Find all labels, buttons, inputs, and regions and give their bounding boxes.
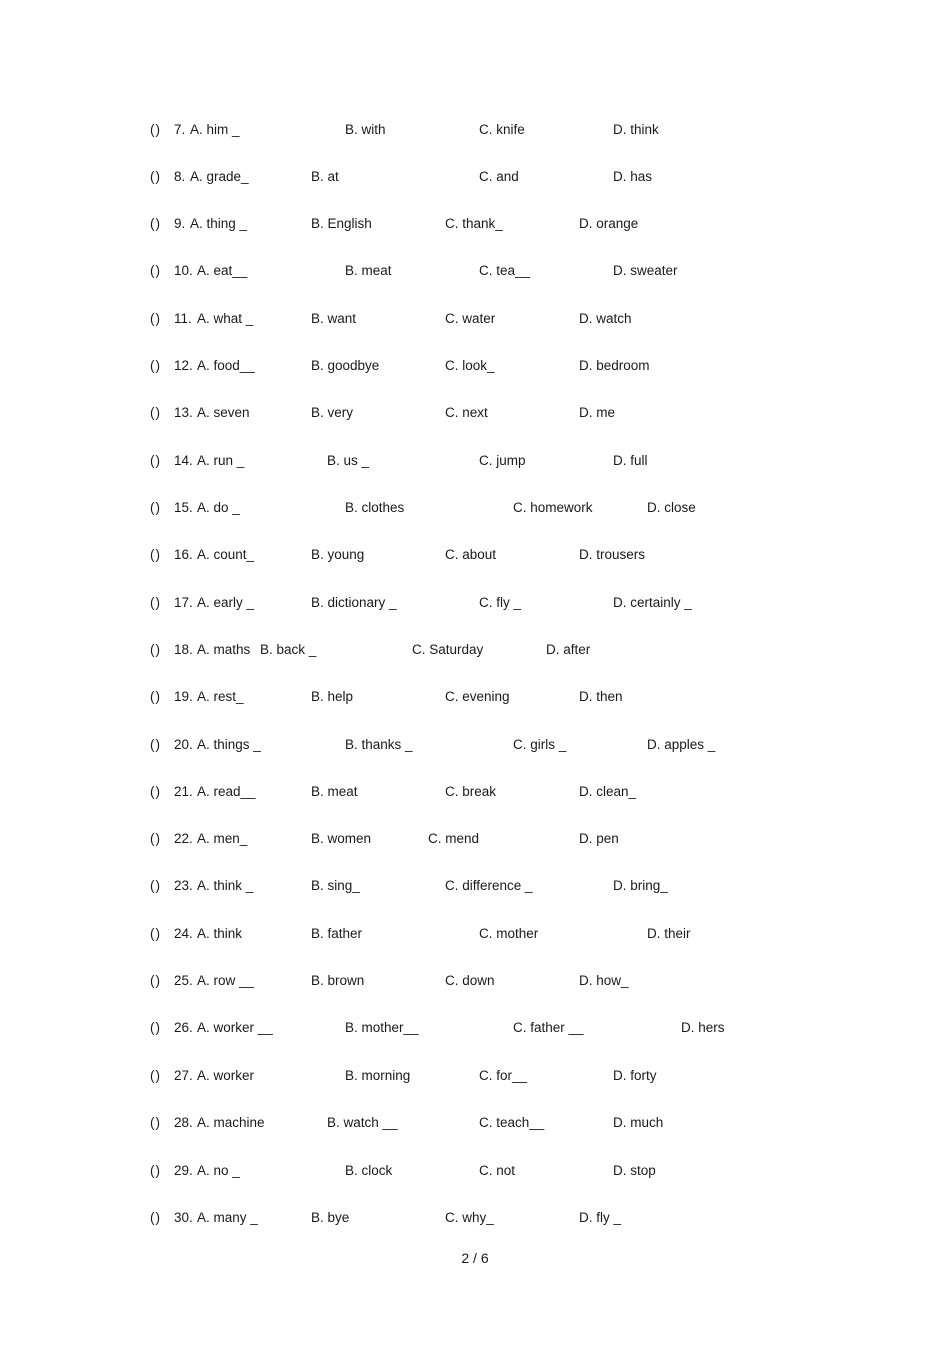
answer-paren: () <box>150 500 161 515</box>
option-c: C. thank_ <box>445 216 503 231</box>
question-number: 17. <box>174 595 193 610</box>
answer-paren: () <box>150 642 161 657</box>
option-c: C. why_ <box>445 1210 494 1225</box>
option-d: D. bring_ <box>613 878 668 893</box>
answer-paren: () <box>150 689 161 704</box>
answer-paren: () <box>150 216 161 231</box>
answer-paren: () <box>150 784 161 799</box>
question-number: 18. <box>174 642 193 657</box>
option-a: A. count_ <box>197 547 255 562</box>
option-d: D. bedroom <box>579 358 650 373</box>
option-c: C. girls _ <box>513 737 567 752</box>
option-d: D. after <box>546 642 591 657</box>
option-d: D. then <box>579 689 623 704</box>
answer-paren: () <box>150 1020 161 1035</box>
option-d: D. has <box>613 169 653 184</box>
question-number: 11. <box>174 311 192 326</box>
option-c: C. mend <box>428 831 480 846</box>
option-d: D. close <box>647 500 696 515</box>
answer-paren: () <box>150 1115 161 1130</box>
option-d: D. much <box>613 1115 664 1130</box>
option-b: B. watch __ <box>327 1115 398 1130</box>
answer-paren: () <box>150 737 161 752</box>
answer-paren: () <box>150 453 161 468</box>
option-a: A. what _ <box>197 311 254 326</box>
option-d: D. forty <box>613 1068 657 1083</box>
option-c: C. father __ <box>513 1020 584 1035</box>
option-b: B. thanks _ <box>345 737 413 752</box>
question-number: 20. <box>174 737 193 752</box>
option-b: B. us _ <box>327 453 370 468</box>
option-c: C. teach__ <box>479 1115 545 1130</box>
option-a: A. many _ <box>197 1210 258 1225</box>
option-b: B. brown <box>311 973 365 988</box>
answer-paren: () <box>150 263 161 278</box>
option-d: D. me <box>579 405 616 420</box>
option-b: B. mother__ <box>345 1020 419 1035</box>
option-a: A. think _ <box>197 878 254 893</box>
option-a: A. think <box>197 926 243 941</box>
option-a: A. maths <box>197 642 251 657</box>
option-d: D. think <box>613 122 659 137</box>
option-b: B. sing_ <box>311 878 360 893</box>
question-number: 23. <box>174 878 193 893</box>
answer-paren: () <box>150 311 161 326</box>
question-number: 13. <box>174 405 193 420</box>
answer-paren: () <box>150 358 161 373</box>
question-number: 9. <box>174 216 186 231</box>
option-d: D. watch <box>579 311 632 326</box>
question-number: 27. <box>174 1068 193 1083</box>
answer-paren: () <box>150 926 161 941</box>
option-a: A. worker __ <box>197 1020 273 1035</box>
option-d: D. their <box>647 926 691 941</box>
question-number: 24. <box>174 926 193 941</box>
option-d: D. fly _ <box>579 1210 622 1225</box>
option-c: C. and <box>479 169 519 184</box>
option-a: A. read__ <box>197 784 256 799</box>
option-a: A. machine <box>197 1115 265 1130</box>
option-c: C. fly _ <box>479 595 522 610</box>
option-c: C. next <box>445 405 488 420</box>
question-number: 7. <box>174 122 186 137</box>
option-b: B. goodbye <box>311 358 380 373</box>
question-number: 28. <box>174 1115 193 1130</box>
option-c: C. difference _ <box>445 878 533 893</box>
option-a: A. grade_ <box>190 169 249 184</box>
option-a: A. food__ <box>197 358 255 373</box>
answer-paren: () <box>150 405 161 420</box>
option-b: B. meat <box>311 784 358 799</box>
option-d: D. certainly _ <box>613 595 692 610</box>
option-d: D. hers <box>681 1020 725 1035</box>
option-a: A. men_ <box>197 831 248 846</box>
option-b: B. morning <box>345 1068 411 1083</box>
option-b: B. clothes <box>345 500 405 515</box>
option-b: B. English <box>311 216 372 231</box>
question-number: 8. <box>174 169 186 184</box>
answer-paren: () <box>150 831 161 846</box>
option-a: A. worker <box>197 1068 255 1083</box>
answer-paren: () <box>150 169 161 184</box>
option-d: D. sweater <box>613 263 678 278</box>
option-d: D. pen <box>579 831 619 846</box>
question-number: 29. <box>174 1163 193 1178</box>
question-number: 30. <box>174 1210 193 1225</box>
option-d: D. orange <box>579 216 639 231</box>
option-c: C. look_ <box>445 358 495 373</box>
answer-paren: () <box>150 1163 161 1178</box>
option-c: C. tea__ <box>479 263 531 278</box>
answer-paren: () <box>150 1210 161 1225</box>
option-a: A. do _ <box>197 500 240 515</box>
option-b: B. at <box>311 169 339 184</box>
page-number: 2 / 6 <box>461 1250 489 1266</box>
option-b: B. very <box>311 405 354 420</box>
option-a: A. eat__ <box>197 263 248 278</box>
option-a: A. row __ <box>197 973 255 988</box>
option-c: C. homework <box>513 500 593 515</box>
option-c: C. about <box>445 547 497 562</box>
option-a: A. him _ <box>190 122 240 137</box>
option-a: A. run _ <box>197 453 245 468</box>
option-b: B. dictionary _ <box>311 595 397 610</box>
question-number: 10. <box>174 263 193 278</box>
option-c: C. for__ <box>479 1068 528 1083</box>
option-d: D. clean_ <box>579 784 637 799</box>
question-number: 14. <box>174 453 193 468</box>
question-number: 25. <box>174 973 193 988</box>
option-c: C. break <box>445 784 497 799</box>
option-b: B. young <box>311 547 365 562</box>
option-c: C. down <box>445 973 495 988</box>
option-a: A. early _ <box>197 595 255 610</box>
option-a: A. things _ <box>197 737 261 752</box>
option-d: D. trousers <box>579 547 646 562</box>
option-d: D. full <box>613 453 648 468</box>
question-number: 21. <box>174 784 193 799</box>
option-a: A. rest_ <box>197 689 244 704</box>
option-c: C. not <box>479 1163 516 1178</box>
option-d: D. stop <box>613 1163 656 1178</box>
question-number: 19. <box>174 689 193 704</box>
option-b: B. with <box>345 122 386 137</box>
answer-paren: () <box>150 595 161 610</box>
question-number: 22. <box>174 831 193 846</box>
question-number: 15. <box>174 500 193 515</box>
answer-paren: () <box>150 122 161 137</box>
option-c: C. knife <box>479 122 525 137</box>
option-b: B. women <box>311 831 372 846</box>
option-b: B. bye <box>311 1210 350 1225</box>
answer-paren: () <box>150 973 161 988</box>
answer-paren: () <box>150 878 161 893</box>
option-a: A. seven <box>197 405 250 420</box>
option-a: A. thing _ <box>190 216 248 231</box>
question-number: 16. <box>174 547 193 562</box>
option-b: B. help <box>311 689 354 704</box>
question-number: 12. <box>174 358 193 373</box>
option-a: A. no _ <box>197 1163 240 1178</box>
answer-paren: () <box>150 1068 161 1083</box>
option-b: B. back _ <box>260 642 317 657</box>
option-c: C. evening <box>445 689 510 704</box>
option-b: B. clock <box>345 1163 393 1178</box>
option-d: D. how_ <box>579 973 629 988</box>
option-d: D. apples _ <box>647 737 716 752</box>
option-b: B. want <box>311 311 357 326</box>
option-c: C. jump <box>479 453 526 468</box>
answer-paren: () <box>150 547 161 562</box>
option-c: C. mother <box>479 926 539 941</box>
option-b: B. meat <box>345 263 392 278</box>
option-b: B. father <box>311 926 363 941</box>
question-number: 26. <box>174 1020 193 1035</box>
option-c: C. water <box>445 311 496 326</box>
option-c: C. Saturday <box>412 642 484 657</box>
